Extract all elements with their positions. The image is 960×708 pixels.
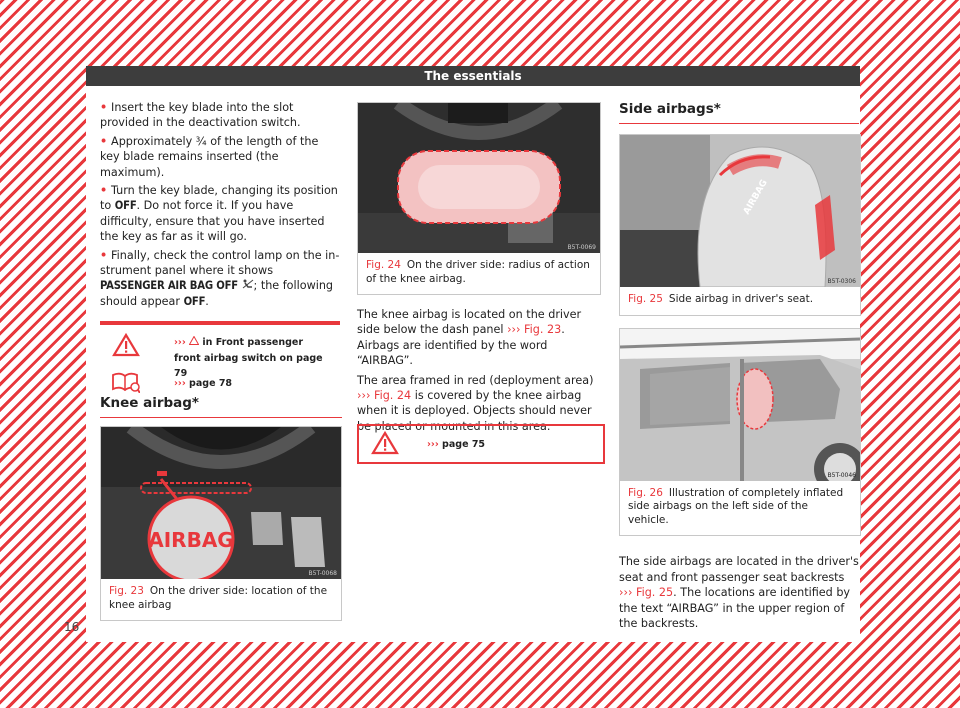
knee-airbag-radius-image bbox=[358, 103, 600, 253]
figure-code: B5T-0306 bbox=[827, 278, 856, 286]
fig-24-link[interactable]: ››› Fig. 24 bbox=[357, 389, 412, 403]
off-indicator-text: OFF bbox=[183, 294, 206, 308]
figure-caption: Fig. 26 Illustration of completely inflated side airbags on the left side of the vehicle. bbox=[628, 486, 844, 526]
fig-23-link[interactable]: ››› Fig. 23 bbox=[507, 323, 562, 337]
column-right bbox=[619, 100, 859, 635]
manual-page bbox=[64, 66, 860, 642]
figure-caption: Fig. 23 On the driver side: location of the knee airbag bbox=[109, 585, 328, 611]
airbag-label: AIRBAG bbox=[148, 528, 234, 552]
bullet-item: • Approximately ¾ of the length of the key blade remains inserted (the maximum). bbox=[100, 134, 319, 179]
figure-code: B5T-0069 bbox=[567, 244, 596, 251]
figure-23 bbox=[100, 426, 342, 621]
reference-link[interactable]: ››› page 78 bbox=[174, 378, 233, 390]
bullet-item: • Insert the key blade into the slot provided in the deactivation switch. bbox=[100, 101, 301, 130]
side-airbags-title: Side airbags* bbox=[619, 102, 859, 124]
column-middle bbox=[357, 102, 601, 450]
fig-25-link[interactable]: ››› Fig. 25 bbox=[619, 586, 674, 600]
side-airbag-car-image bbox=[620, 329, 860, 481]
warning-note-box bbox=[100, 321, 340, 399]
warning-triangle-icon bbox=[112, 333, 140, 362]
column-left bbox=[100, 100, 340, 611]
bullet-icon: • bbox=[100, 184, 112, 198]
bullet-icon: • bbox=[100, 248, 112, 262]
deployment-area-paragraph: The area framed in red (deployment area) ››› Fig. 24 is covered by the knee airbag when it is deployed. Objects should never be placed or mounted in this area. bbox=[357, 373, 594, 433]
figure-25 bbox=[619, 134, 861, 316]
warning-link[interactable]: ››› in Front passenger front airbag switch on page 79 bbox=[174, 337, 323, 380]
bullet-item: • Finally, check the control lamp on the instrument panel where it shows PASSENGER AIR BAG OFF ; the following should appear OFF. bbox=[100, 248, 340, 308]
figure-code: B5T-0068 bbox=[308, 570, 337, 577]
side-airbag-seat-image bbox=[620, 135, 860, 287]
warning-note-box bbox=[357, 424, 605, 464]
figure-caption: Fig. 25 Side airbag in driver's seat. bbox=[628, 293, 814, 306]
off-indicator-text: OFF bbox=[114, 199, 137, 213]
warning-link[interactable]: ››› page 75 bbox=[427, 439, 486, 450]
passenger-airbag-off-text: PASSENGER AIR BAG OFF bbox=[100, 279, 238, 293]
small-warning-icon bbox=[189, 337, 199, 348]
section-header: The essentials bbox=[86, 66, 860, 86]
figure-code: B5T-0046 bbox=[827, 471, 856, 479]
airbag-label: AIRBAG bbox=[741, 178, 770, 217]
knee-airbag-paragraph: The knee airbag is located on the driver side below the dash panel ››› Fig. 23. Airbags are identified by the word “AIRBAG”. bbox=[357, 308, 582, 368]
bullet-icon: • bbox=[100, 101, 112, 114]
figure-26 bbox=[619, 328, 861, 537]
airbag-off-warning-icon bbox=[242, 279, 254, 292]
page-number: 16 bbox=[64, 620, 80, 634]
knee-airbag-title: Knee airbag* bbox=[100, 396, 342, 418]
side-airbags-paragraph: The side airbags are located in the driver's seat and front passenger seat backrests ››› Fig. 25. The locations are identified by the text “AIRBAG” in the upper region of the backrests. bbox=[619, 555, 859, 631]
knee-airbag-location-image bbox=[101, 427, 341, 579]
bullet-item: • Turn the key blade, changing its position to OFF. Do not force it. If you have difficulty, ensure that you have inserted the key as far as it will go. bbox=[100, 184, 338, 244]
figure-24 bbox=[357, 102, 601, 295]
figure-caption: Fig. 24 On the driver side: radius of action of the knee airbag. bbox=[366, 259, 590, 285]
warning-triangle-icon bbox=[371, 431, 399, 459]
bullet-icon: • bbox=[100, 134, 112, 148]
